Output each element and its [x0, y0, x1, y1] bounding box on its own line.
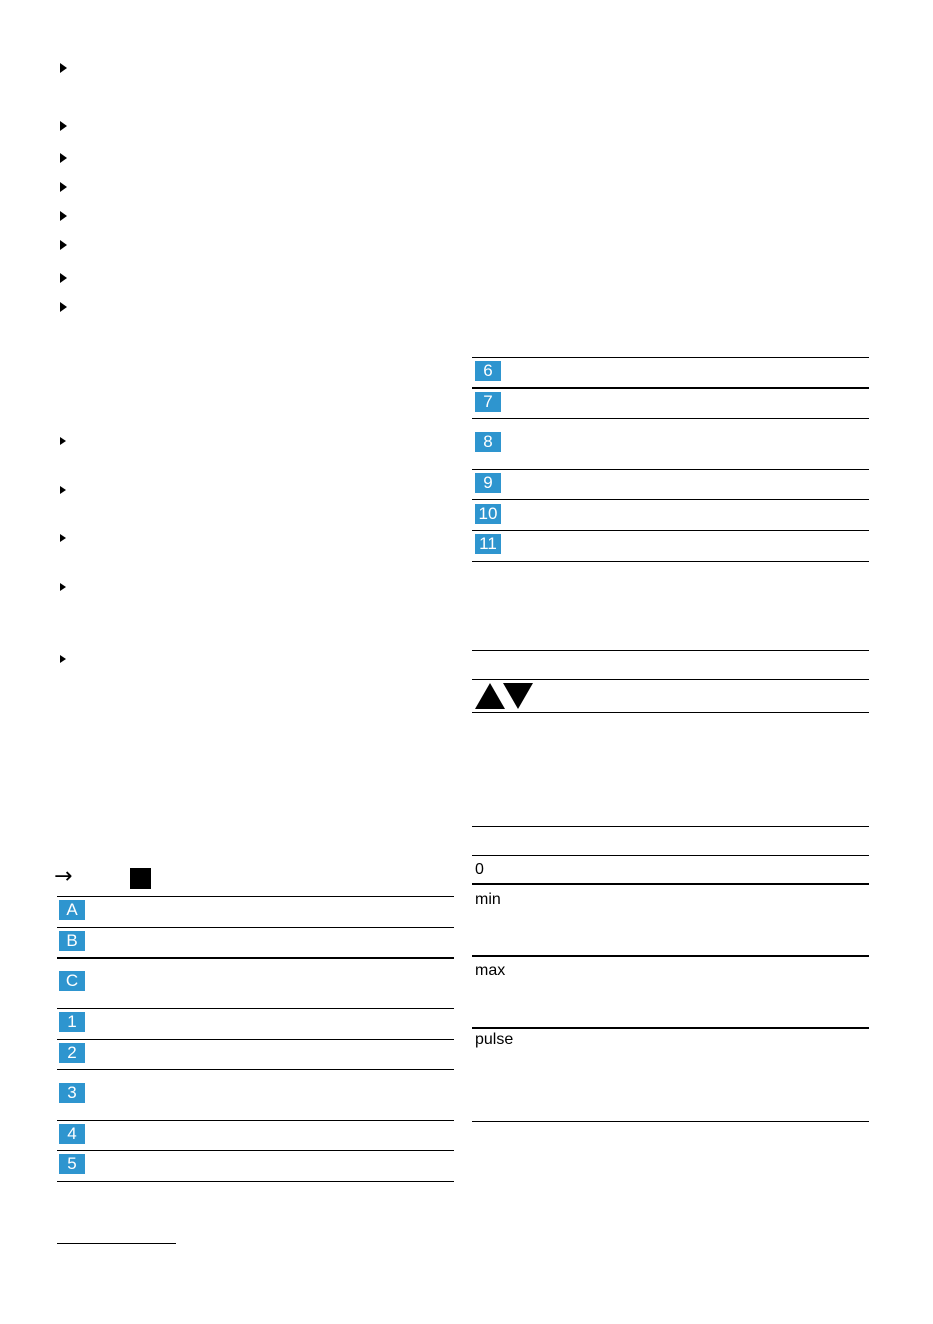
setting-min: min	[475, 891, 501, 908]
table-rule	[472, 499, 869, 500]
table-rule	[472, 855, 869, 856]
table-rule	[472, 826, 869, 827]
part-badge-A: A	[59, 900, 85, 920]
table-rule	[472, 561, 869, 562]
bullet-icon	[60, 486, 66, 494]
setting-max: max	[475, 962, 506, 979]
down-triangle-icon	[503, 683, 533, 709]
black-square-icon	[130, 868, 151, 889]
table-rule	[472, 712, 869, 713]
table-rule	[57, 957, 454, 959]
table-rule	[472, 387, 869, 389]
part-badge-9: 9	[475, 473, 501, 493]
table-rule	[472, 1121, 869, 1122]
table-rule	[472, 1027, 869, 1029]
bullet-icon	[60, 273, 67, 283]
up-triangle-icon	[475, 683, 505, 709]
setting-0: 0	[475, 861, 484, 878]
part-badge-4: 4	[59, 1124, 85, 1144]
table-rule	[57, 896, 454, 897]
bullet-icon	[60, 437, 66, 445]
footnote-rule	[57, 1243, 176, 1244]
table-rule	[57, 1150, 454, 1151]
table-rule	[57, 1181, 454, 1182]
bullet-icon	[60, 182, 67, 192]
bullet-icon	[60, 153, 67, 163]
right-arrow-icon: →	[54, 864, 73, 889]
table-rule	[57, 927, 454, 928]
setting-pulse: pulse	[475, 1031, 514, 1048]
bullet-icon	[60, 211, 67, 221]
part-badge-5: 5	[59, 1154, 85, 1174]
bullet-icon	[60, 655, 66, 663]
table-rule	[57, 1069, 454, 1070]
part-badge-1: 1	[59, 1012, 85, 1032]
part-badge-6: 6	[475, 361, 501, 381]
part-badge-8: 8	[475, 432, 501, 452]
bullet-icon	[60, 534, 66, 542]
table-rule	[472, 357, 869, 358]
table-rule	[472, 530, 869, 531]
bullet-icon	[60, 583, 66, 591]
bullet-icon	[60, 302, 67, 312]
part-badge-C: C	[59, 971, 85, 991]
part-badge-11: 11	[475, 534, 501, 554]
table-rule	[472, 650, 869, 651]
bullet-icon	[60, 121, 67, 131]
part-badge-7: 7	[475, 392, 501, 412]
bullet-icon	[60, 63, 67, 73]
table-rule	[472, 679, 869, 680]
table-rule	[472, 418, 869, 419]
part-badge-2: 2	[59, 1043, 85, 1063]
bullet-icon	[60, 240, 67, 250]
part-badge-3: 3	[59, 1083, 85, 1103]
part-badge-10: 10	[475, 504, 501, 524]
table-rule	[472, 469, 869, 470]
part-badge-B: B	[59, 931, 85, 951]
table-rule	[57, 1120, 454, 1121]
table-rule	[472, 955, 869, 957]
table-rule	[57, 1039, 454, 1040]
table-rule	[472, 883, 869, 885]
table-rule	[57, 1008, 454, 1009]
